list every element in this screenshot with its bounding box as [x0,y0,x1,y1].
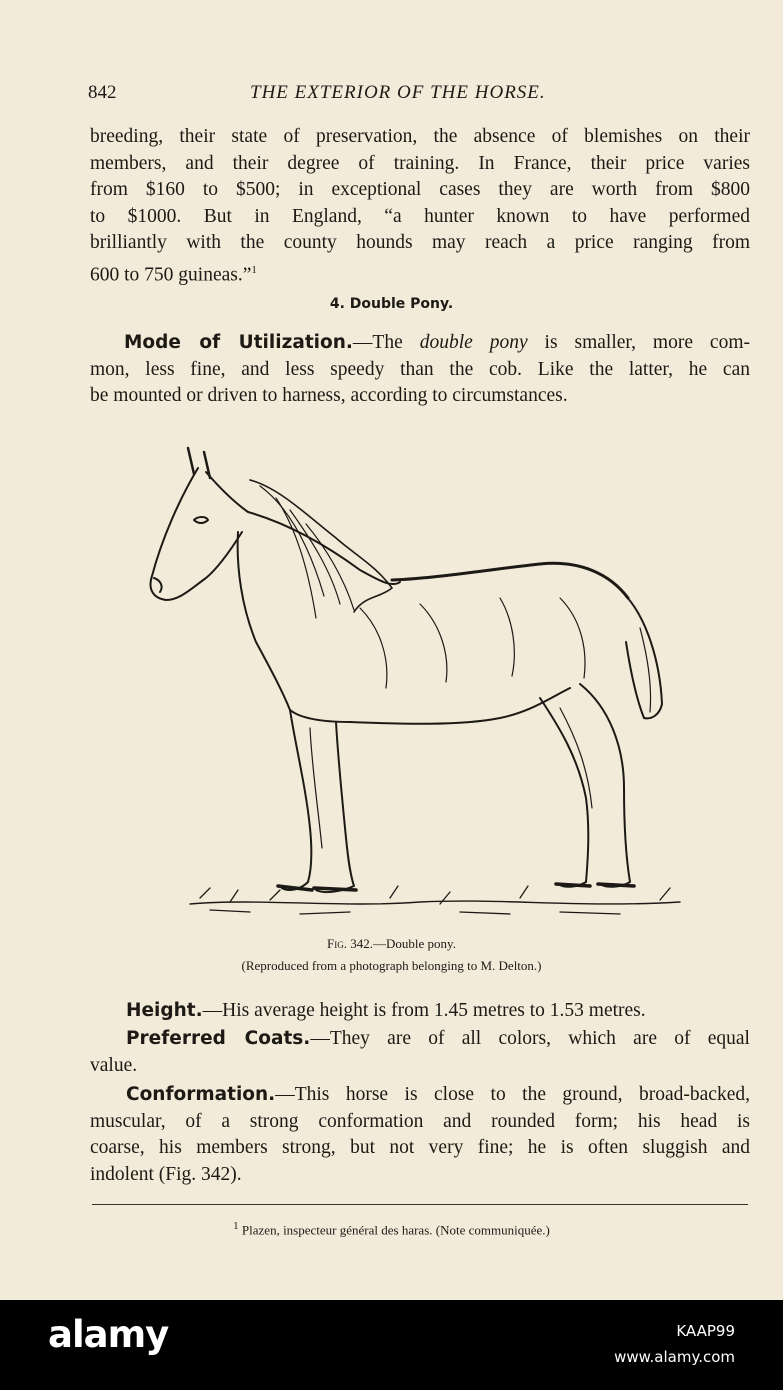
intro-line: from $160 to $500; in exceptional cases they are worth from $800 [90,179,750,200]
footnote-text: Plazen, inspecteur général des haras. (Note communiquée.) [241,1222,550,1238]
intro-line: members, and their degree of training. In France, their price varies [90,152,750,174]
conformation-line-2: muscular, of a strong conformation and rounded form; his head is [90,1110,750,1132]
coats-text: —They are of all colors, which are of equal [310,1028,750,1049]
footnote-mark: 1 [233,1220,239,1232]
mode-text-pre: —The [352,332,420,353]
running-title: THE EXTERIOR OF THE HORSE. [250,82,546,103]
conformation-line-3: coarse, his members strong, but not very fine; he is often sluggish and [90,1137,750,1158]
intro-paragraph [90,124,750,289]
mode-lead: Mode of Utilization. [124,332,353,353]
footnote-divider [92,1204,748,1205]
height-lead: Height. [126,1000,203,1021]
coats-line-2: value. [90,1054,138,1076]
figure-number: Fig. 342. [327,936,374,951]
site-url: www.alamy.com [614,1348,735,1366]
intro-line: breeding, their state of preservation, the absence of blemishes on their [90,126,750,147]
horse-illustration [140,428,700,928]
intro-line: to $1000. But in England, “a hunter known to have performed [90,205,750,227]
mode-line-3: be mounted or driven to harness, according to circumstances. [90,385,568,406]
figure-title: —Double pony. [373,936,456,951]
mode-italic-term: double pony [419,332,528,353]
height-paragraph [90,998,750,1025]
alamy-logo: alamy [48,1313,169,1356]
footnote-reference: 1 [251,263,257,276]
mode-text-post: is smaller, more com- [527,332,750,353]
coats-line-1 [90,1026,750,1053]
intro-line: brilliantly with the county hounds may reach a price ranging from [90,232,750,253]
mode-paragraph [90,330,750,410]
intro-line: 600 to 750 guineas.” [90,264,252,285]
height-line [90,998,750,1025]
coats-paragraph [90,1026,750,1079]
figure-source: (Reproduced from a photograph belonging to M. Delton.) [241,958,542,973]
page-number: 842 [88,82,117,103]
page-header [88,82,748,108]
conformation-text: —This horse is close to the ground, broad-backed, [275,1084,750,1105]
image-id: KAAP99 [676,1322,735,1340]
conformation-paragraph [90,1082,750,1188]
mode-line-1 [90,330,750,357]
conformation-line-1 [90,1082,750,1109]
footnote [0,1220,783,1238]
coats-lead: Preferred Coats. [126,1028,311,1049]
section-heading: 4. Double Pony. [329,296,454,312]
conformation-line-4: indolent (Fig. 342). [90,1163,242,1185]
conformation-lead: Conformation. [126,1084,276,1105]
figure-caption [0,936,783,952]
intro-line-last [90,257,750,289]
height-text: —His average height is from 1.45 metres to 1.53 metres. [202,1000,646,1021]
mode-line-2: mon, less fine, and less speedy than the cob. Like the latter, he can [90,358,750,380]
